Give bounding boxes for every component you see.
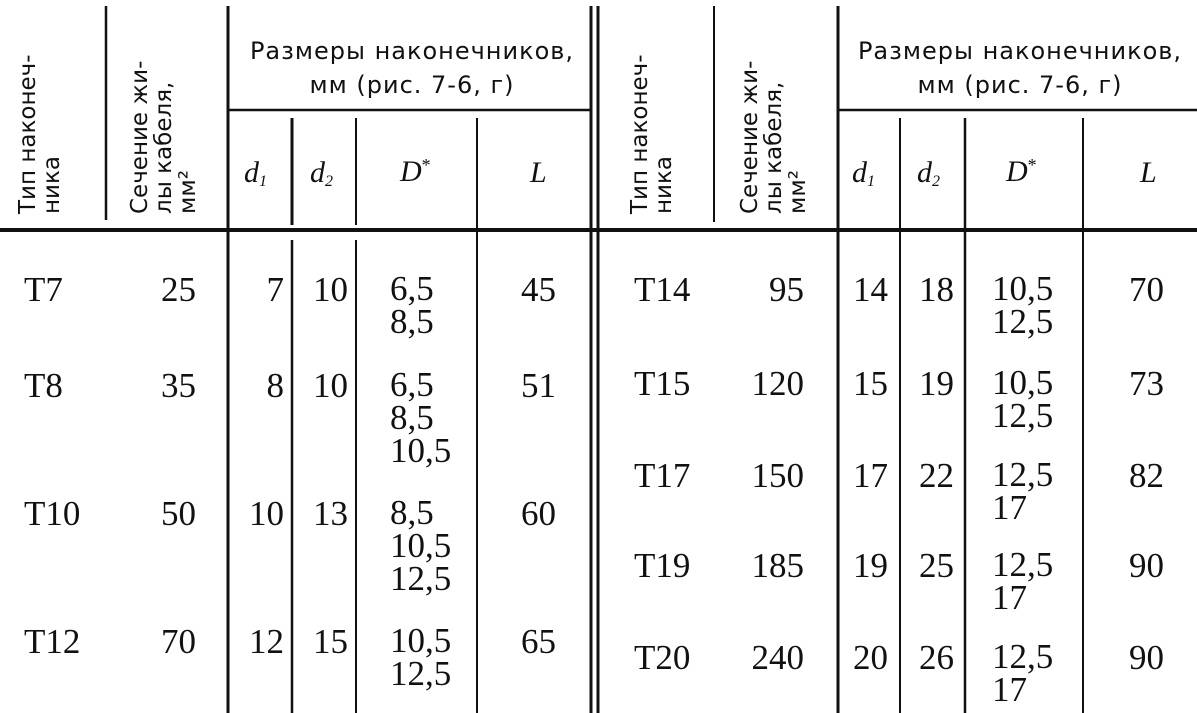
table-cell-section: 95 [769, 270, 804, 309]
table-cell-L: 51 [521, 366, 556, 405]
table-cell-d2: 10 [313, 270, 348, 309]
header-L-right: L [1140, 156, 1157, 189]
table-cell-L: 60 [521, 494, 556, 533]
table-cell-D: 10,5 12,5 [992, 269, 1054, 341]
table-cell-type: Т10 [24, 494, 81, 533]
header-d1-right: $d_1$ [852, 156, 875, 190]
header-d1-left: $d_1$ [244, 156, 267, 190]
table-cell-type: Т19 [634, 546, 691, 585]
table-cell-d2: 19 [919, 364, 954, 403]
table-cell-d2: 25 [919, 546, 954, 585]
table-cell-L: 73 [1129, 364, 1164, 403]
table-cell-section: 120 [751, 364, 804, 403]
table-cell-D: 10,5 12,5 [992, 363, 1054, 435]
table-cell-section: 35 [161, 366, 196, 405]
table-cell-section: 185 [751, 546, 804, 585]
table-cell-d1: 7 [266, 270, 284, 309]
table-cell-d1: 17 [853, 456, 888, 495]
table-cell-d1: 15 [853, 364, 888, 403]
table-cell-d2: 10 [313, 366, 348, 405]
table-cell-L: 65 [521, 622, 556, 661]
table-cell-d1: 14 [853, 270, 888, 309]
table-cell-d2: 18 [919, 270, 954, 309]
header-section-left: Сечение жи- лы кабеля, мм² [127, 60, 202, 214]
header-dimensions-right: Размеры наконечников, мм (рис. 7-6, г) [857, 37, 1183, 99]
table-cell-d2: 22 [919, 456, 954, 495]
table-cell-d1: 12 [249, 622, 284, 661]
table-cell-L: 90 [1129, 638, 1164, 677]
table-cell-d1: 19 [853, 546, 888, 585]
table-cell-type: Т8 [24, 366, 63, 405]
header-dimensions-left: Размеры наконечников, мм (рис. 7-6, г) [249, 37, 575, 99]
table-cell-type: Т7 [24, 270, 63, 309]
table-cell-L: 45 [521, 270, 556, 309]
table-cell-d2: 26 [919, 638, 954, 677]
table-cell-D: 12,5 17 [992, 637, 1054, 709]
table-cell-type: Т12 [24, 622, 81, 661]
table-cell-d1: 10 [249, 494, 284, 533]
table-cell-L: 70 [1129, 270, 1164, 309]
header-d2-left: $d_2$ [310, 156, 333, 190]
header-D-right: D* [1006, 155, 1037, 188]
table-cell-D: 12,5 17 [992, 455, 1054, 527]
table-cell-D: 6,5 8,5 [390, 269, 434, 341]
header-L-left: L [530, 156, 547, 189]
table-cell-d2: 15 [313, 622, 348, 661]
header-D-left: D* [400, 155, 431, 188]
table-cell-section: 25 [161, 270, 196, 309]
header-d2-right: $d_2$ [917, 156, 940, 190]
table-cell-section: 70 [161, 622, 196, 661]
table-cell-d1: 20 [853, 638, 888, 677]
table-cell-D: 10,5 12,5 [390, 621, 452, 693]
header-type-left: Тип наконеч- ника [15, 54, 66, 214]
header-type-right: Тип наконеч- ника [627, 54, 678, 214]
table-cell-type: Т17 [634, 456, 691, 495]
table-cell-L: 90 [1129, 546, 1164, 585]
table-cell-D: 6,5 8,5 10,5 [390, 365, 452, 470]
table-cell-section: 150 [751, 456, 804, 495]
table-cell-D: 12,5 17 [992, 545, 1054, 617]
table-cell-section: 50 [161, 494, 196, 533]
table-cell-type: Т15 [634, 364, 691, 403]
table-cell-D: 8,5 10,5 12,5 [390, 493, 452, 598]
table-cell-L: 82 [1129, 456, 1164, 495]
table-cell-d1: 8 [266, 366, 284, 405]
table-cell-type: Т20 [634, 638, 691, 677]
table-cell-section: 240 [751, 638, 804, 677]
table-cell-type: Т14 [634, 270, 691, 309]
table-cell-d2: 13 [313, 494, 348, 533]
header-section-right: Сечение жи- лы кабеля, мм² [737, 60, 812, 214]
